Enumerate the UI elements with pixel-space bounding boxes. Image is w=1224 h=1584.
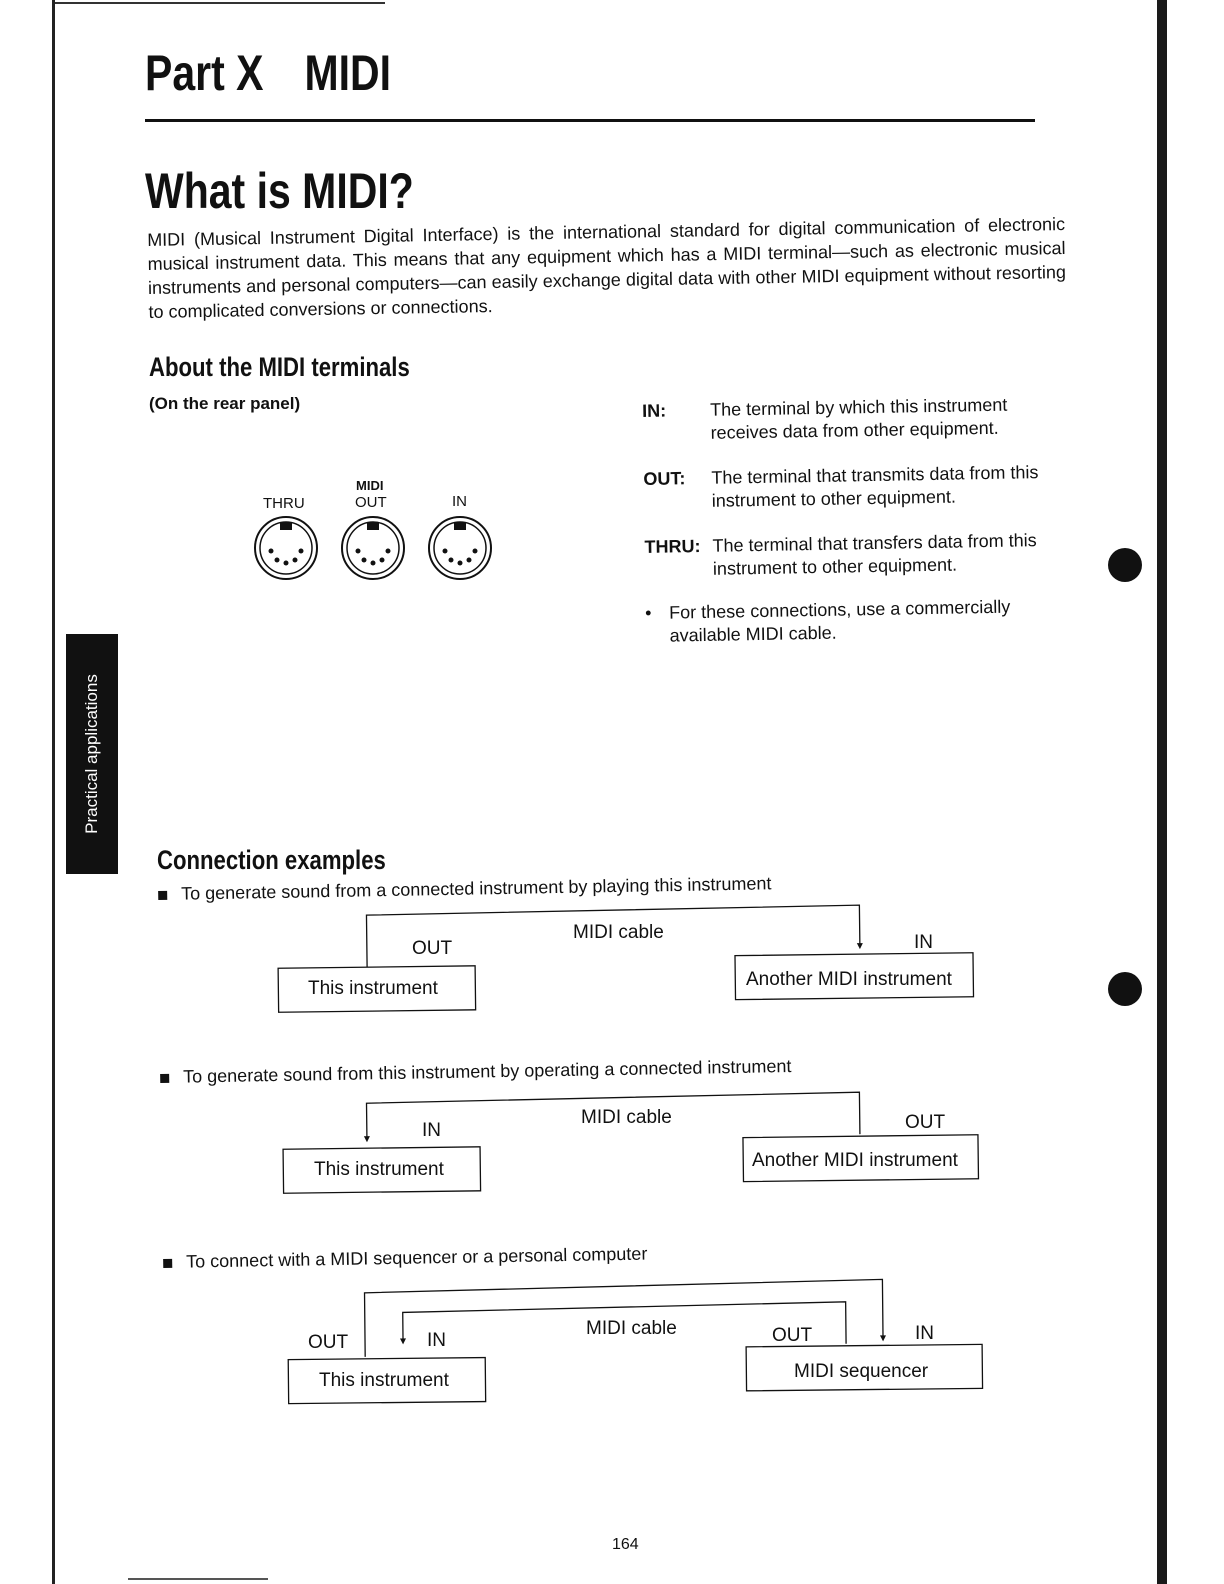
side-tab-label: Practical applications	[82, 674, 101, 834]
part-name: MIDI	[304, 45, 392, 101]
scan-border-bottom	[128, 1578, 268, 1580]
cable-note	[645, 594, 1076, 647]
cable-note-text: For these connections, use a commercially available MIDI cable.	[669, 596, 1011, 646]
midi-ports-diagram	[250, 510, 500, 585]
cable-label: MIDI cable	[586, 1318, 677, 1339]
intro-paragraph: MIDI (Musical Instrument Digital Interface) is the international standard for digital communication of electronic musical instrument data. This means that any equipment which has a MIDI terminal—such as electronic musical instruments and personal computers—can easily exchange digital data with other MIDI equipment without resorting to complicated conversions or connections.	[147, 213, 1067, 322]
din-connector-icon	[429, 517, 491, 579]
connection-diagram-2	[275, 1085, 985, 1200]
part-title	[145, 44, 391, 102]
square-bullet-icon	[158, 891, 167, 900]
definition-term: OUT:	[643, 468, 686, 489]
example-caption: To generate sound from a connected instrument by playing this instrument	[158, 873, 772, 905]
instrument-box-label: MIDI sequencer	[794, 1361, 929, 1382]
instrument-box-label: Another MIDI instrument	[746, 969, 952, 990]
scan-border-left	[52, 0, 55, 1584]
port-label: IN	[914, 932, 933, 953]
instrument-box-label: This instrument	[314, 1159, 444, 1180]
port-label: OUT	[412, 938, 453, 959]
port-label: OUT	[308, 1332, 349, 1353]
din-connector-icon	[342, 517, 404, 579]
terminals-heading: About the MIDI terminals	[149, 352, 410, 382]
port-label: IN	[422, 1120, 441, 1141]
page-number: 164	[612, 1536, 639, 1553]
port-label: IN	[915, 1323, 934, 1344]
side-tab	[66, 634, 118, 874]
section-title: What is MIDI?	[145, 163, 414, 219]
title-rule	[145, 119, 1035, 122]
definition-term: THRU:	[644, 536, 701, 557]
terminal-definitions	[642, 392, 1075, 603]
scan-border-top	[55, 2, 385, 4]
din-connector-icon	[255, 517, 317, 579]
port-label-thru: THRU	[263, 495, 305, 512]
instrument-box-label: Another MIDI instrument	[752, 1150, 958, 1171]
scan-border-right	[1157, 0, 1167, 1584]
binder-hole	[1108, 972, 1142, 1006]
rear-panel-label: (On the rear panel)	[149, 394, 301, 413]
definition-term: IN:	[642, 400, 667, 421]
port-label-out: OUT	[355, 494, 387, 511]
part-number: Part X	[145, 45, 264, 101]
port-label: OUT	[905, 1112, 946, 1133]
binder-hole	[1108, 548, 1142, 582]
example-caption: To connect with a MIDI sequencer or a personal computer	[163, 1244, 648, 1273]
instrument-box-label: This instrument	[319, 1370, 449, 1391]
definition-row	[642, 392, 1073, 445]
definition-row	[644, 528, 1075, 581]
square-bullet-icon	[160, 1074, 169, 1083]
example-caption: To generate sound from this instrument by operating a connected instrument	[160, 1056, 792, 1088]
cable-label: MIDI cable	[573, 922, 664, 943]
square-bullet-icon	[163, 1259, 172, 1268]
definition-text: The terminal that transfers data from this instrument to other equipment.	[712, 530, 1037, 579]
definition-text: The terminal that transmits data from this instrument to other equipment.	[711, 462, 1039, 511]
port-label: IN	[427, 1330, 446, 1351]
bullet-marker: •	[645, 602, 652, 623]
cable-label: MIDI cable	[581, 1107, 672, 1128]
definition-text: The terminal by which this instrument receives data from other equipment.	[710, 394, 1008, 443]
connections-heading: Connection examples	[157, 845, 386, 875]
port-label: OUT	[772, 1325, 813, 1346]
instrument-box-label: This instrument	[308, 978, 438, 999]
definition-row	[643, 460, 1074, 513]
midi-group-label: MIDI	[356, 478, 384, 493]
port-label-in: IN	[452, 493, 467, 510]
